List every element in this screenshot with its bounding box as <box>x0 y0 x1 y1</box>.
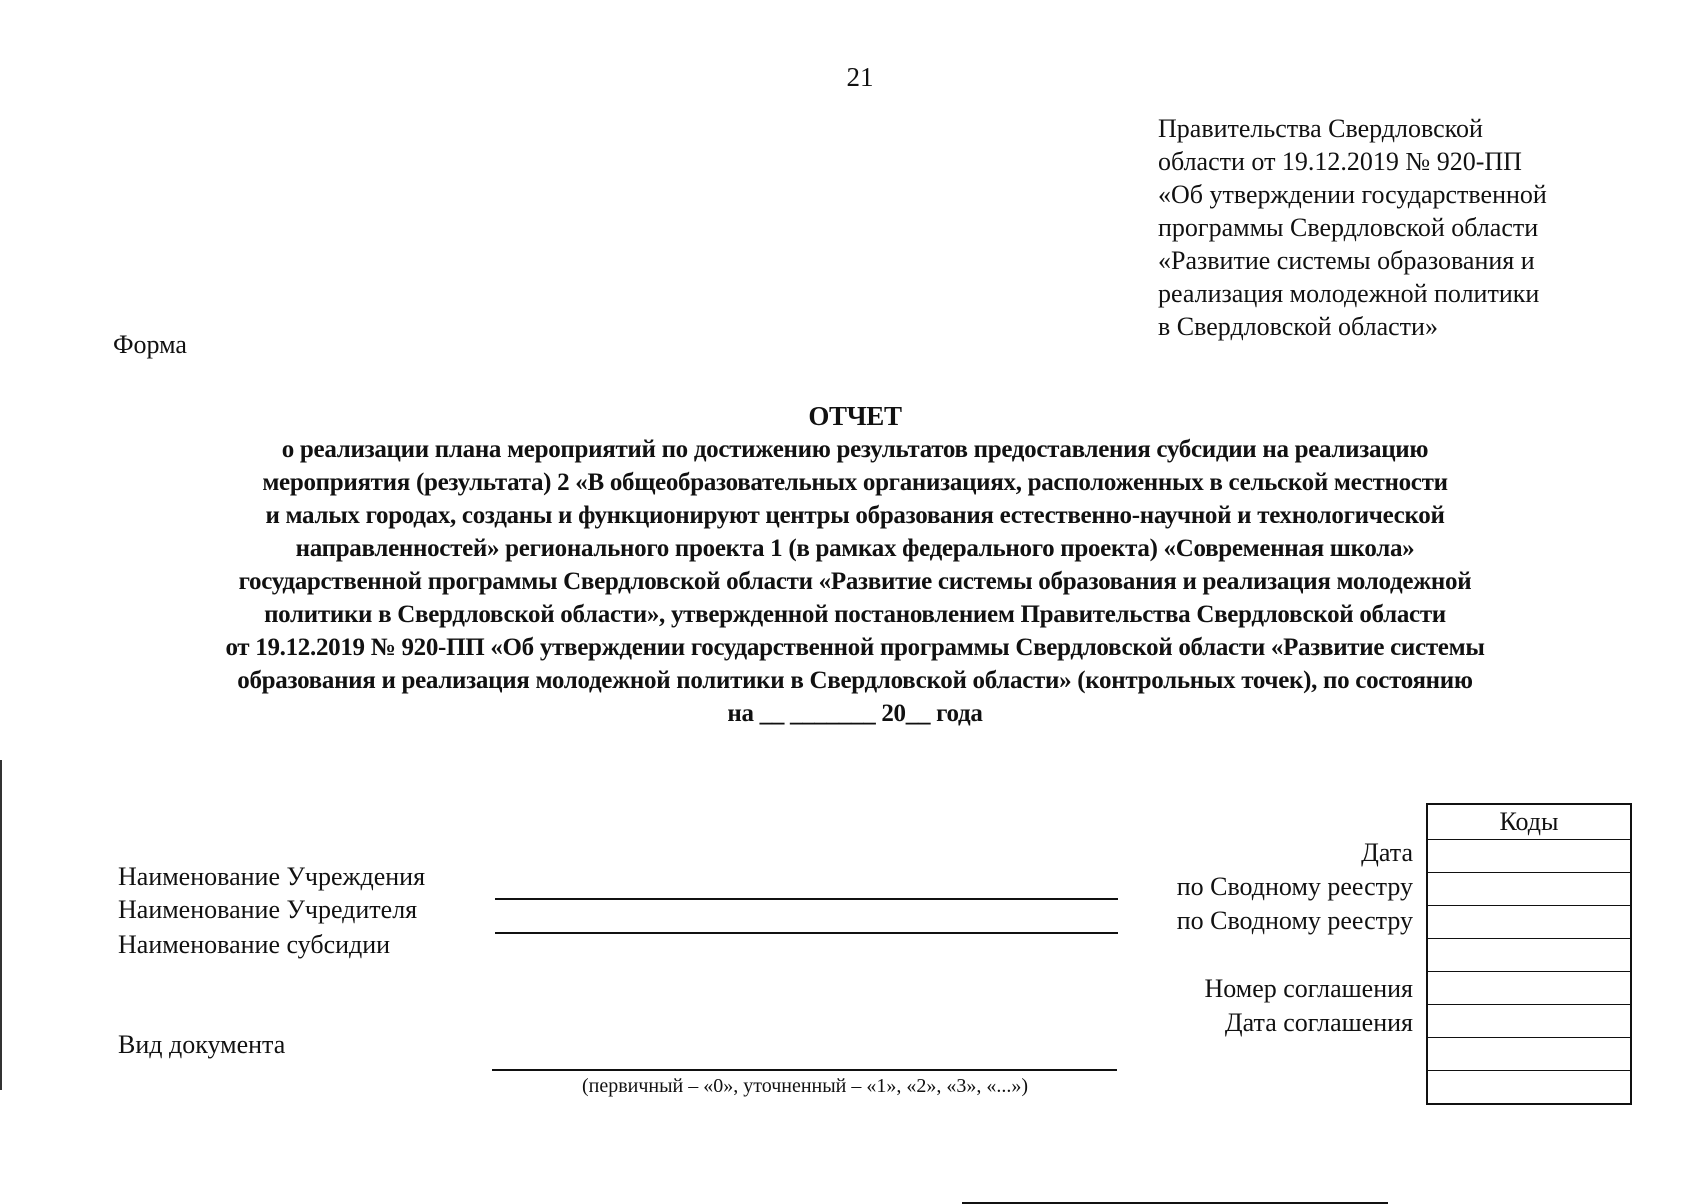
founder-field[interactable] <box>495 932 1118 934</box>
code-cell-empty[interactable] <box>1427 939 1631 972</box>
code-cell-empty[interactable] <box>1427 1071 1631 1105</box>
approval-line: Правительства Свердловской <box>1158 114 1483 143</box>
code-cell-date[interactable] <box>1427 840 1631 873</box>
approval-line: реализация молодежной политики <box>1158 279 1540 308</box>
subtitle-line: образования и реализация молодежной политики в Свердловской области» (контрольных точек), по состоянию <box>237 667 1473 694</box>
codes-header: Коды <box>1427 804 1631 840</box>
approval-line: «Развитие системы образования и <box>1158 246 1535 275</box>
subsidy-label: Наименование субсидии <box>118 930 391 959</box>
approval-line: в Свердловской области» <box>1158 312 1438 341</box>
approval-line: «Об утверждении государственной <box>1158 180 1547 209</box>
page-number: 21 <box>846 62 874 92</box>
institution-field[interactable] <box>495 898 1118 900</box>
registry-label-1: по Сводному реестру <box>1176 872 1413 901</box>
registry-label-2: по Сводному реестру <box>1176 906 1413 935</box>
subtitle-line: и малых городах, созданы и функционируют центры образования естественно-научной и технологической <box>265 502 1445 529</box>
doc-type-field[interactable] <box>492 1069 1117 1071</box>
code-cell-registry-2[interactable] <box>1427 906 1631 939</box>
subtitle-line: направленностей» регионального проекта 1 (в рамках федерального проекта) «Современная школа» <box>295 535 1415 562</box>
agreement-date-label: Дата соглашения <box>1224 1008 1413 1037</box>
date-label: Дата <box>1361 838 1413 867</box>
report-date-line: на __ _______ 20__ года <box>727 700 983 727</box>
report-title: ОТЧЕТ <box>808 401 902 431</box>
subtitle-line: от 19.12.2019 № 920-ПП «Об утверждении государственной программы Свердловской области «Развитие системы <box>225 634 1485 661</box>
approval-reference <box>1158 112 1547 343</box>
doc-type-hint: (первичный – «0», уточненный – «1», «2», «3», «...») <box>581 1075 1029 1097</box>
subtitle-line: государственной программы Свердловской области «Развитие системы образования и реализация молодежной <box>238 568 1472 595</box>
report-title-block <box>90 400 1620 730</box>
form-label: Форма <box>113 330 187 359</box>
code-cell-agreement-date[interactable] <box>1427 1005 1631 1038</box>
scan-edge-line <box>0 760 2 1090</box>
approval-line: области от 19.12.2019 № 920-ПП <box>1158 147 1522 176</box>
agreement-number-label: Номер соглашения <box>1204 974 1413 1003</box>
code-cell-agreement-number[interactable] <box>1427 972 1631 1005</box>
subtitle-line: мероприятия (результата) 2 «В общеобразовательных организациях, расположенных в сельской местности <box>262 469 1448 496</box>
approval-line: программы Свердловской области <box>1158 213 1539 242</box>
subtitle-line: о реализации плана мероприятий по достижению результатов предоставления субсидии на реализацию <box>281 436 1429 463</box>
codes-table <box>1426 803 1632 1105</box>
code-cell-registry-1[interactable] <box>1427 873 1631 906</box>
code-cell-empty[interactable] <box>1427 1038 1631 1071</box>
institution-label: Наименование Учреждения <box>118 862 426 891</box>
subtitle-line: политики в Свердловской области», утвержденной постановлением Правительства Свердловской области <box>264 601 1446 628</box>
founder-label: Наименование Учредителя <box>118 895 418 924</box>
doc-type-label: Вид документа <box>118 1030 286 1059</box>
